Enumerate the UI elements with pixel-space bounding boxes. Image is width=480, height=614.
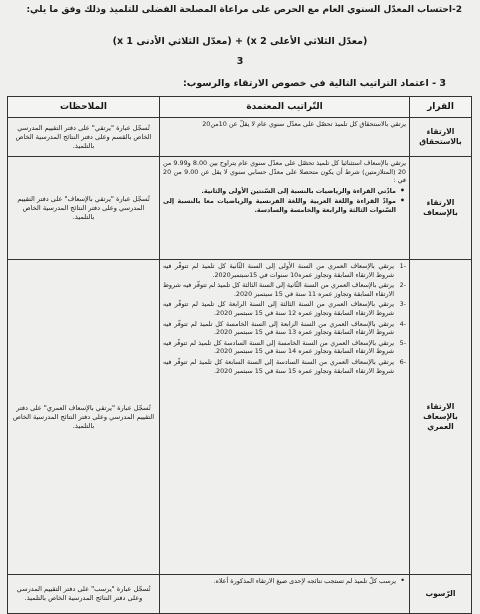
item-text: يرتقي بالإسعاف العمري من السنة الخامسة إلى السنة السادسة كل تلميذ لم تتوفّر فيه شروط الارتقاء السابقة وتجاوز عمره 14 سنة في 15 سبتمبر 2020.: [163, 338, 394, 356]
intro-line: 2-احتساب المعدّل السنوي العام مع الحرص على مراعاة المصلحة الفضلى للتلميذ وذلك وفق ما يلي:: [26, 5, 462, 15]
decision-cell: الرّسوب: [410, 575, 472, 614]
decision-cell: الارتقاء بالإسعاف: [410, 157, 472, 260]
arrangement-numbered: [163, 262, 406, 279]
arrangement-bullet: • موادّ القراءة واللغة العربية واللغة الفرنسية والرياضيات معا بالنسبة إلى السّنوات الثالثة والرابعة والخامسة والسادسة.: [163, 197, 406, 214]
notes-cell: تُسجّل عبارة "يرتقي" على دفتر التقييم المدرسي الخاص بالقسم وعلى دفتر النتائج المدرسية الخاص بالتلميذ.: [8, 118, 160, 157]
item-text: يرتقي بالإسعاف العمري من السنة السادسة إلى السنة السابعة كل تلميذ لم تتوفّر فيه شروط الارتقاء السابقة وتجاوز عمره 15 سنة في 15 سبتمبر 2020.: [163, 357, 394, 375]
item-number: -5: [399, 338, 406, 347]
arrangement-bullet: • يرسب كلّ تلميذ لم تستجب نتائجه لإحدى صيغ الارتقاء المذكورة أعلاه.: [163, 577, 406, 586]
formula-divisor: 3: [236, 56, 244, 67]
item-text: يرتقي بالإسعاف العمري من السنة الأولى إلى السنة الثّانية كل تلميذ لم تتوفّر فيه شروط الارتقاء السابقة وتجاوز عمره10 سنوات في 15سبتمبر2020.: [163, 262, 394, 279]
item-number: -3: [399, 300, 406, 309]
arrangements-cell: [160, 260, 410, 575]
average-formula: (معدّل الثلاثي الأعلى x 2) + (معدّل الثلاثي الأدنى x 1): [112, 36, 368, 47]
decision-cell: الارتقاء بالاستحقاق: [410, 118, 472, 157]
table-header-row: [8, 97, 472, 118]
table-row: [8, 575, 472, 614]
arrangement-text: يرتقي بالاستحقاق كل تلميذ تحصّل على معدّل سنوي عام لا يقلّ عن 10من20: [202, 120, 406, 128]
item-text: يرتقي بالإسعاف العمري من السنة الثّانية إلى السنة الثالثة كل تلميذ لم تتوفّر فيه شروط الارتقاء السابقة وتجاوز عمره 11 سنة في 15 سبتمبر 2020.: [163, 281, 394, 298]
decision-cell: الارتقاء بالإسعاف العمري: [410, 260, 472, 575]
item-text: يرتقي بالإسعاف العمري من السنة الثالثة إلى السنة الرابعة كل تلميذ لم تتوفّر فيه شروط الارتقاء السابقة وتجاوز عمره 12 سنة في 15 سبتمبر 2020.: [163, 300, 394, 317]
arrangement-numbered: [163, 300, 406, 317]
arrangements-cell: [160, 157, 410, 260]
header-notes: الملاحظات: [8, 97, 160, 118]
item-number: -6: [399, 357, 406, 366]
arrangement-numbered: [163, 281, 406, 298]
notes-cell: تُسجّل عبارة "يرتقي بالإسعاف" على دفتر التقييم المدرسي وعلى دفتر النتائج المدرسية الخاص بالتلميذ.: [8, 157, 160, 260]
item-number: -1: [399, 262, 406, 270]
item-number: -2: [399, 281, 406, 290]
arrangement-numbered: [163, 339, 406, 356]
item-number: -4: [399, 319, 406, 328]
arrangements-cell: [160, 118, 410, 157]
promotion-table: [7, 96, 472, 614]
header-decision: القرار: [410, 97, 472, 118]
table-row: [8, 157, 472, 260]
notes-cell: تُسجّل عبارة "يرسب" على دفتر التقييم المدرسي وعلى دفتر النتائج المدرسية الخاص بالتلميذ.: [8, 575, 160, 614]
arrangement-text: يرتقي بالإسعاف استثنائيا كل تلميذ تحصّل على معدّل سنوي عام يتراوح بين 8.00 و9.99 من 20 (المتلازمتين) شرط أن يكون متحصلا على معدّل حسابي سنوي لا يقل عن 9.00 من 20 في :: [163, 159, 407, 185]
arrangement-numbered: [163, 320, 406, 337]
table-row: [8, 260, 472, 575]
arrangement-bullet: • مادّتي القراءة والرياضيات بالنسبة إلى السّنتين الأولى والثانية.: [163, 187, 406, 196]
table-row: [8, 118, 472, 157]
notes-cell: تُسجّل عبارة "يرتقي بالإسعاف العمري" على دفتر التقييم المدرسي وعلى دفتر النتائج المدرسية الخاص بالتلميذ.: [8, 260, 160, 575]
item-text: يرتقي بالإسعاف العمري من السنة الرابعة إلى السنة الخامسة كل تلميذ لم تتوفّر فيه شروط الارتقاء السابقة وتجاوز عمره 13 سنة في 15 سبتمبر 2020.: [163, 319, 394, 337]
arrangement-numbered: [163, 358, 406, 375]
arrangements-cell: [160, 575, 410, 614]
header-arrangements: التّراتيب المعتمدة: [160, 97, 410, 118]
section-title: 3 - اعتماد التراتيب التالية في خصوص الارتقاء والرسوب:: [183, 78, 446, 89]
